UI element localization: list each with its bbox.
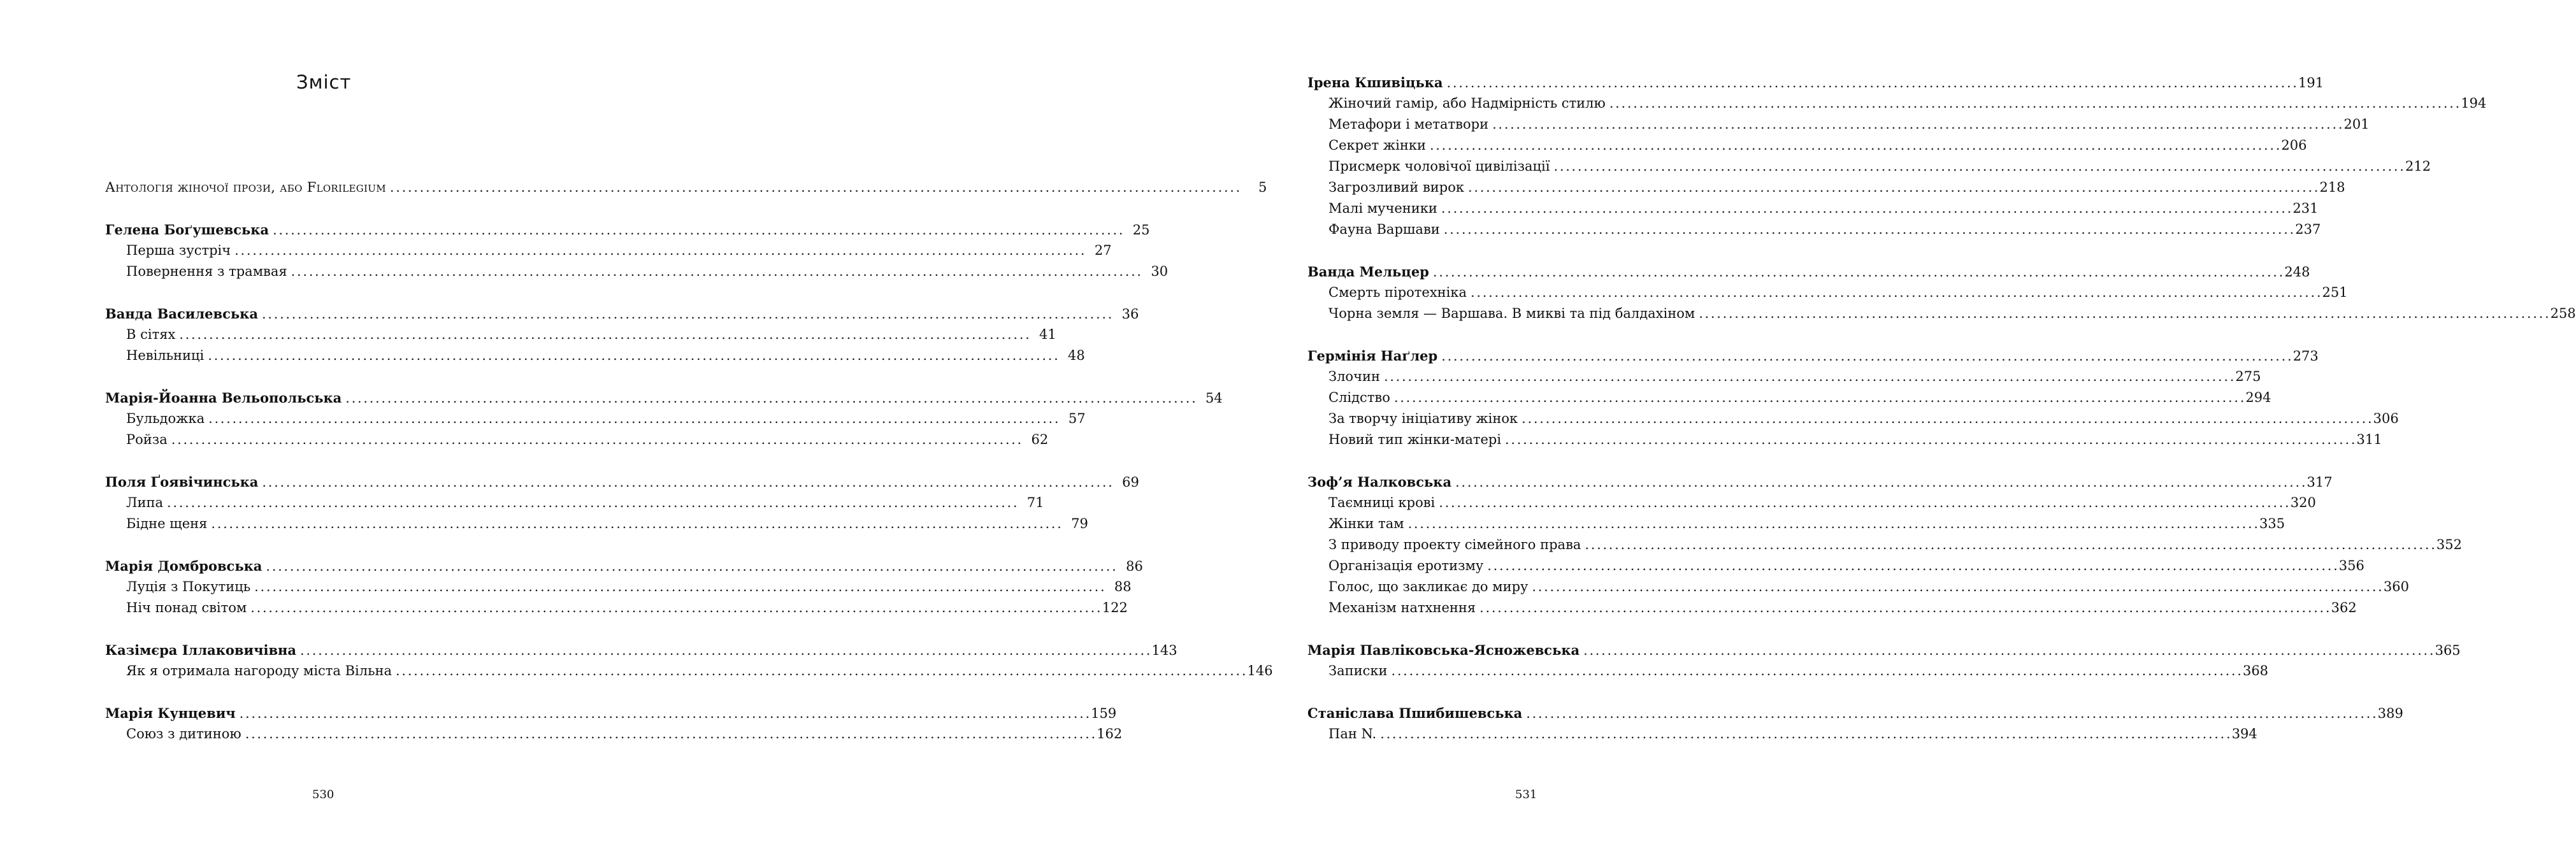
toc-entry-author	[1307, 703, 2403, 724]
toc-entry-label: Новий тип жінки-матері	[1328, 432, 1502, 447]
dot-leader	[1433, 262, 2282, 283]
dot-leader	[1522, 408, 2370, 429]
toc-entry-label: Бідне щеня	[126, 516, 208, 531]
toc-entry-work	[105, 408, 1086, 429]
toc-entry-work	[105, 513, 1088, 534]
toc-entry-page: 231	[2292, 201, 2319, 216]
dot-leader	[1471, 282, 2319, 303]
toc-entry-label: Казімєра Іллаковичівна	[105, 642, 297, 658]
toc-spacer	[1307, 682, 1744, 703]
toc-entry-label: Смерть піротехніка	[1328, 285, 1467, 300]
dot-leader	[1447, 73, 2296, 94]
toc-spacer	[105, 619, 540, 640]
toc-entry-author	[1307, 471, 2333, 492]
page-number-right: 531	[1515, 788, 1537, 801]
dot-leader	[1380, 724, 2229, 745]
toc-spacer	[105, 282, 540, 303]
dot-leader	[1609, 93, 2458, 114]
toc-entry-work	[1307, 282, 2348, 303]
toc-entry-page: 311	[2356, 432, 2382, 447]
toc-entry-page: 394	[2231, 726, 2257, 741]
toc-entry-page: 71	[1026, 495, 1044, 510]
toc-entry-work	[105, 724, 1123, 745]
toc-entry-work	[1307, 429, 2382, 450]
toc-spacer	[1307, 450, 1744, 471]
toc-entry-page: 218	[2319, 180, 2345, 195]
toc-entry-page: 79	[1071, 516, 1088, 531]
toc-entry-page: 41	[1039, 327, 1056, 342]
toc-entry-work	[1307, 513, 2285, 534]
toc-entry-label: Ванда Василевська	[105, 306, 258, 322]
toc-entry-work	[1307, 534, 2462, 555]
toc-entry-label: Малі мученики	[1328, 201, 1437, 216]
toc-spacer	[105, 682, 540, 703]
toc-entry-page: 212	[2405, 159, 2431, 174]
toc-entry-work	[105, 492, 1044, 513]
dot-leader	[1444, 219, 2292, 240]
page-title: Зміст	[296, 71, 352, 93]
toc-entry-work	[1307, 198, 2319, 219]
toc-entry-label: Ванда Мельцер	[1307, 264, 1429, 280]
toc-entry-work	[105, 345, 1085, 366]
toc-entry-page: 27	[1094, 243, 1112, 258]
toc-entry-page: 368	[2242, 663, 2269, 678]
toc-entry-label: Невільниці	[126, 348, 205, 363]
toc-entry-author	[1307, 345, 2319, 366]
toc-entry-page: 5	[1258, 180, 1267, 195]
toc-entry-label: Союз з дитиною	[126, 726, 241, 741]
toc-list-right	[1307, 72, 2576, 745]
toc-entry-page: 248	[2284, 264, 2310, 280]
toc-entry-label: Ройза	[126, 432, 168, 447]
dot-leader	[1455, 472, 2304, 493]
toc-spacer	[105, 450, 540, 471]
toc-entry-label: Голос, що закликає до миру	[1328, 579, 1529, 594]
toc-entry-work	[1307, 661, 2269, 682]
toc-entry-page: 294	[2245, 390, 2271, 405]
toc-entry-work	[1307, 156, 2431, 177]
toc-entry-page: 88	[1114, 579, 1132, 594]
toc-entry-page: 360	[2383, 579, 2409, 594]
toc-entry-label: Пан N.	[1328, 726, 1377, 741]
toc-entry-page: 146	[1247, 663, 1273, 678]
toc-entry-work	[105, 240, 1112, 261]
dot-leader	[1408, 513, 2257, 534]
toc-entry-work	[1307, 93, 2487, 114]
toc-entry-work	[1307, 135, 2307, 156]
dot-leader	[1585, 534, 2433, 555]
toc-entry-author	[105, 303, 1139, 324]
toc-entry-work	[1307, 366, 2261, 387]
toc-entry-author	[1307, 640, 2461, 661]
toc-entry-author	[1307, 72, 2324, 93]
toc-entry-work	[105, 261, 1169, 282]
dot-leader	[1492, 114, 2341, 135]
toc-entry-page: 275	[2235, 369, 2261, 384]
toc-entry-work	[105, 597, 1128, 619]
dot-leader	[1479, 597, 2328, 619]
toc-entry-label: Станіслава Пшибишевська	[1307, 705, 1523, 721]
toc-entry-page: 191	[2298, 75, 2324, 90]
toc-entry-page: 251	[2322, 285, 2348, 300]
dot-leader	[1526, 703, 2375, 724]
toc-entry-author	[105, 640, 1177, 661]
toc-list-left	[105, 177, 1273, 745]
toc-entry-label: Повернення з трамвая	[126, 264, 287, 279]
toc-entry-page: 362	[2331, 600, 2357, 615]
toc-entry-page: 159	[1091, 706, 1117, 721]
toc-entry-page: 201	[2343, 117, 2370, 132]
toc-entry-label: Марія Павліковська-Ясножевська	[1307, 642, 1580, 658]
toc-entry-label: За творчу ініціативу жінок	[1328, 411, 1518, 426]
dot-leader	[1384, 366, 2233, 387]
toc-entry-work	[1307, 387, 2271, 408]
toc-entry-work	[105, 576, 1132, 597]
toc-entry-work	[1307, 576, 2409, 597]
toc-entry-label: Гермінія Наґлер	[1307, 348, 1438, 364]
toc-entry-work	[105, 324, 1056, 345]
toc-entry-page: 54	[1205, 390, 1223, 406]
toc-entry-work	[1307, 177, 2345, 198]
toc-entry-page: 352	[2436, 537, 2462, 552]
toc-spacer	[105, 534, 540, 555]
dot-leader	[1699, 303, 2547, 324]
toc-entry-page: 30	[1151, 264, 1169, 279]
toc-entry-page: 36	[1121, 306, 1139, 322]
toc-entry-label: Загрозливий вирок	[1328, 180, 1465, 195]
toc-entry-label: Липа	[126, 495, 164, 510]
toc-spacer	[1307, 619, 1744, 640]
toc-entry-work	[1307, 597, 2357, 619]
toc-entry-work	[1307, 555, 2364, 576]
toc-entry-work	[1307, 219, 2321, 240]
dot-leader	[1532, 576, 2380, 597]
toc-entry-label: Присмерк чоловічої цивілізації	[1328, 159, 1550, 174]
toc-entry-page: 57	[1068, 411, 1086, 426]
toc-entry-label: Марія-Йоанна Вельопольська	[105, 390, 342, 406]
toc-entry-page: 48	[1068, 348, 1085, 363]
toc-entry-work	[1307, 408, 2399, 429]
toc-entry-page: 162	[1097, 726, 1123, 741]
toc-entry-label: Механізм натхнення	[1328, 600, 1476, 615]
toc-entry-label: Перша зустріч	[126, 243, 231, 258]
dot-leader	[1430, 135, 2278, 156]
toc-entry-page: 62	[1031, 432, 1049, 447]
dot-leader	[1441, 198, 2290, 219]
toc-entry-label: Чорна земля — Варшава. В микві та під балдахіном	[1328, 306, 1695, 321]
toc-entry-label: Таємниці крові	[1328, 495, 1436, 510]
left-page	[0, 0, 1273, 844]
toc-entry-page: 365	[2435, 643, 2461, 658]
toc-entry-label: Марія Домбровська	[105, 558, 263, 574]
toc-spacer	[1307, 240, 1744, 261]
toc-spacer	[1307, 324, 1744, 345]
toc-entry-work	[1307, 724, 2257, 745]
dot-leader	[1468, 177, 2317, 198]
toc-entry-page: 273	[2292, 348, 2319, 364]
toc-entry-label: Метафори і метатвори	[1328, 117, 1489, 132]
toc-entry-page: 86	[1126, 559, 1143, 574]
toc-entry-label: Гелена Боґушевська	[105, 222, 270, 238]
toc-entry-author	[105, 219, 1150, 240]
toc-entry-label: Організація еротизму	[1328, 558, 1484, 573]
toc-entry-label: Як я отримала нагороду міста Вільна	[126, 663, 392, 678]
toc-entry-label: З приводу проекту сімейного права	[1328, 537, 1581, 552]
toc-entry-work	[105, 661, 1273, 682]
toc-entry-label: Зоф’я Налковська	[1307, 474, 1452, 490]
toc-entry-label: Жіночий гамір, або Надмірність стилю	[1328, 96, 1606, 111]
dot-leader	[1439, 492, 2287, 513]
toc-entry-label: Секрет жінки	[1328, 138, 1426, 153]
toc-entry-label: Ірена Кшивіцька	[1307, 75, 1443, 90]
toc-entry-label: Поля Ґоявічинська	[105, 474, 259, 490]
toc-entry-work	[1307, 303, 2576, 324]
toc-entry-page: 317	[2306, 475, 2333, 490]
toc-entry-label: Бульдожка	[126, 411, 205, 426]
toc-entry-page: 258	[2550, 306, 2576, 321]
dot-leader	[1505, 429, 2354, 450]
toc-entry-preface	[105, 177, 1267, 198]
toc-spacer	[105, 198, 540, 219]
toc-entry-page: 389	[2377, 706, 2403, 721]
toc-entry-label: Луція з Покутиць	[126, 579, 251, 594]
toc-entry-author	[105, 387, 1223, 408]
toc-entry-label: В сітях	[126, 327, 176, 342]
toc-entry-page: 206	[2281, 138, 2307, 153]
toc-entry-page: 122	[1102, 600, 1128, 615]
toc-entry-page: 356	[2338, 558, 2364, 573]
dot-leader	[1391, 661, 2240, 682]
toc-entry-page: 69	[1122, 475, 1139, 490]
toc-entry-page: 306	[2373, 411, 2399, 426]
dot-leader	[1441, 346, 2290, 367]
toc-entry-label: Злочин	[1328, 369, 1380, 384]
dot-leader	[1583, 640, 2432, 661]
toc-entry-author	[105, 471, 1139, 492]
toc-entry-page: 143	[1151, 643, 1177, 658]
toc-entry-page: 194	[2461, 96, 2487, 111]
toc-entry-label: Ніч понад світом	[126, 600, 247, 615]
dot-leader	[1487, 555, 2336, 576]
toc-entry-page: 237	[2295, 222, 2321, 237]
toc-entry-label: Слідство	[1328, 390, 1390, 405]
toc-entry-label: Записки	[1328, 663, 1388, 678]
toc-entry-author	[105, 555, 1143, 576]
toc-spacer	[105, 366, 540, 387]
toc-entry-label: Фауна Варшави	[1328, 222, 1440, 237]
page-number-left: 530	[312, 788, 335, 801]
toc-entry-work	[1307, 492, 2316, 513]
toc-entry-page: 335	[2259, 516, 2285, 531]
dot-leader	[1554, 156, 2403, 177]
toc-entry-author	[105, 703, 1117, 724]
toc-entry-label: Марія Кунцевич	[105, 705, 236, 721]
toc-entry-work	[1307, 114, 2370, 135]
toc-entry-page: 320	[2290, 495, 2316, 510]
toc-entry-page: 25	[1132, 222, 1150, 238]
toc-entry-author	[1307, 261, 2310, 282]
toc-entry-work	[105, 429, 1049, 450]
toc-entry-label: Антологія жіночої прози, або Florilegium	[105, 180, 386, 195]
toc-entry-label: Жінки там	[1328, 516, 1404, 531]
dot-leader	[1394, 387, 2243, 408]
